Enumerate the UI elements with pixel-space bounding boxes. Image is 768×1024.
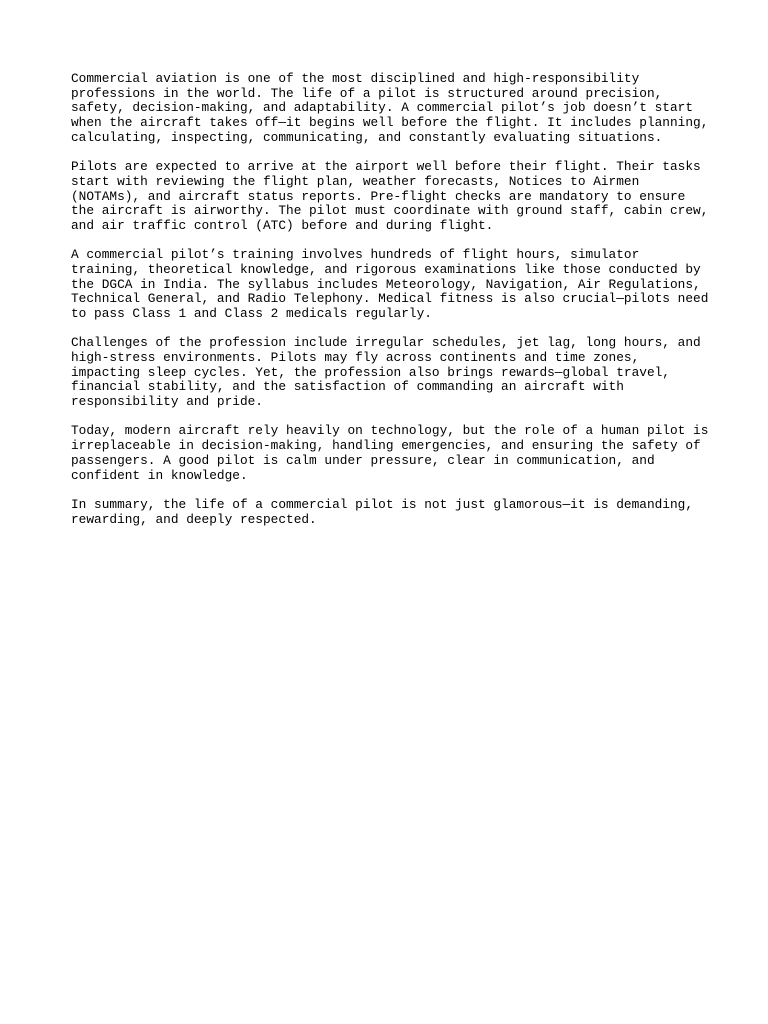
paragraph-technology: Today, modern aircraft rely heavily on technology, but the role of a human pilot is irreplaceable in decision-making, handling emergencies, and ensuring the safety of passengers. A good pilot is calm under pressure, clear in communication, and confident in knowledge. [71, 423, 709, 483]
paragraph-summary: In summary, the life of a commercial pilot is not just glamorous—it is demanding, rewarding, and deeply respected. [71, 496, 694, 527]
paragraph-preflight: Pilots are expected to arrive at the airport well before their flight. Their tasks start with reviewing the flight plan, weather forecasts, Notices to Airmen (NOTAMs), and aircraft status reports. Pre-flight checks are mandatory to ensure the aircraft is airworthy. The pilot must coordinate with ground staff, cabin crew, and air traffic control (ATC) before and during flight. [71, 159, 709, 233]
document-page [71, 72, 711, 542]
paragraph-intro: Commercial aviation is one of the most disciplined and high-responsibility professions in the world. The life of a pilot is structured around precision, safety, decision-making, and adaptability. A commercial pilot’s job doesn’t start when the aircraft takes off—it begins well before the flight. It includes planning, calculating, inspecting, communicating, and constantly evaluating situations. [71, 71, 709, 145]
paragraph-training: A commercial pilot’s training involves hundreds of flight hours, simulator training, theoretical knowledge, and rigorous examinations like those conducted by the DGCA in India. The syllabus includes Meteorology, Navigation, Air Regulations, Technical General, and Radio Telephony. Medical fitness is also crucial—pilots need to pass Class 1 and Class 2 medicals regularly. [71, 247, 709, 322]
paragraph-challenges: Challenges of the profession include irregular schedules, jet lag, long hours, and high-stress environments. Pilots may fly across continents and time zones, impacting sleep cycles. Yet, the profession also brings rewards—global travel, financial stability, and the satisfaction of commanding an aircraft with responsibility and pride. [71, 335, 701, 410]
